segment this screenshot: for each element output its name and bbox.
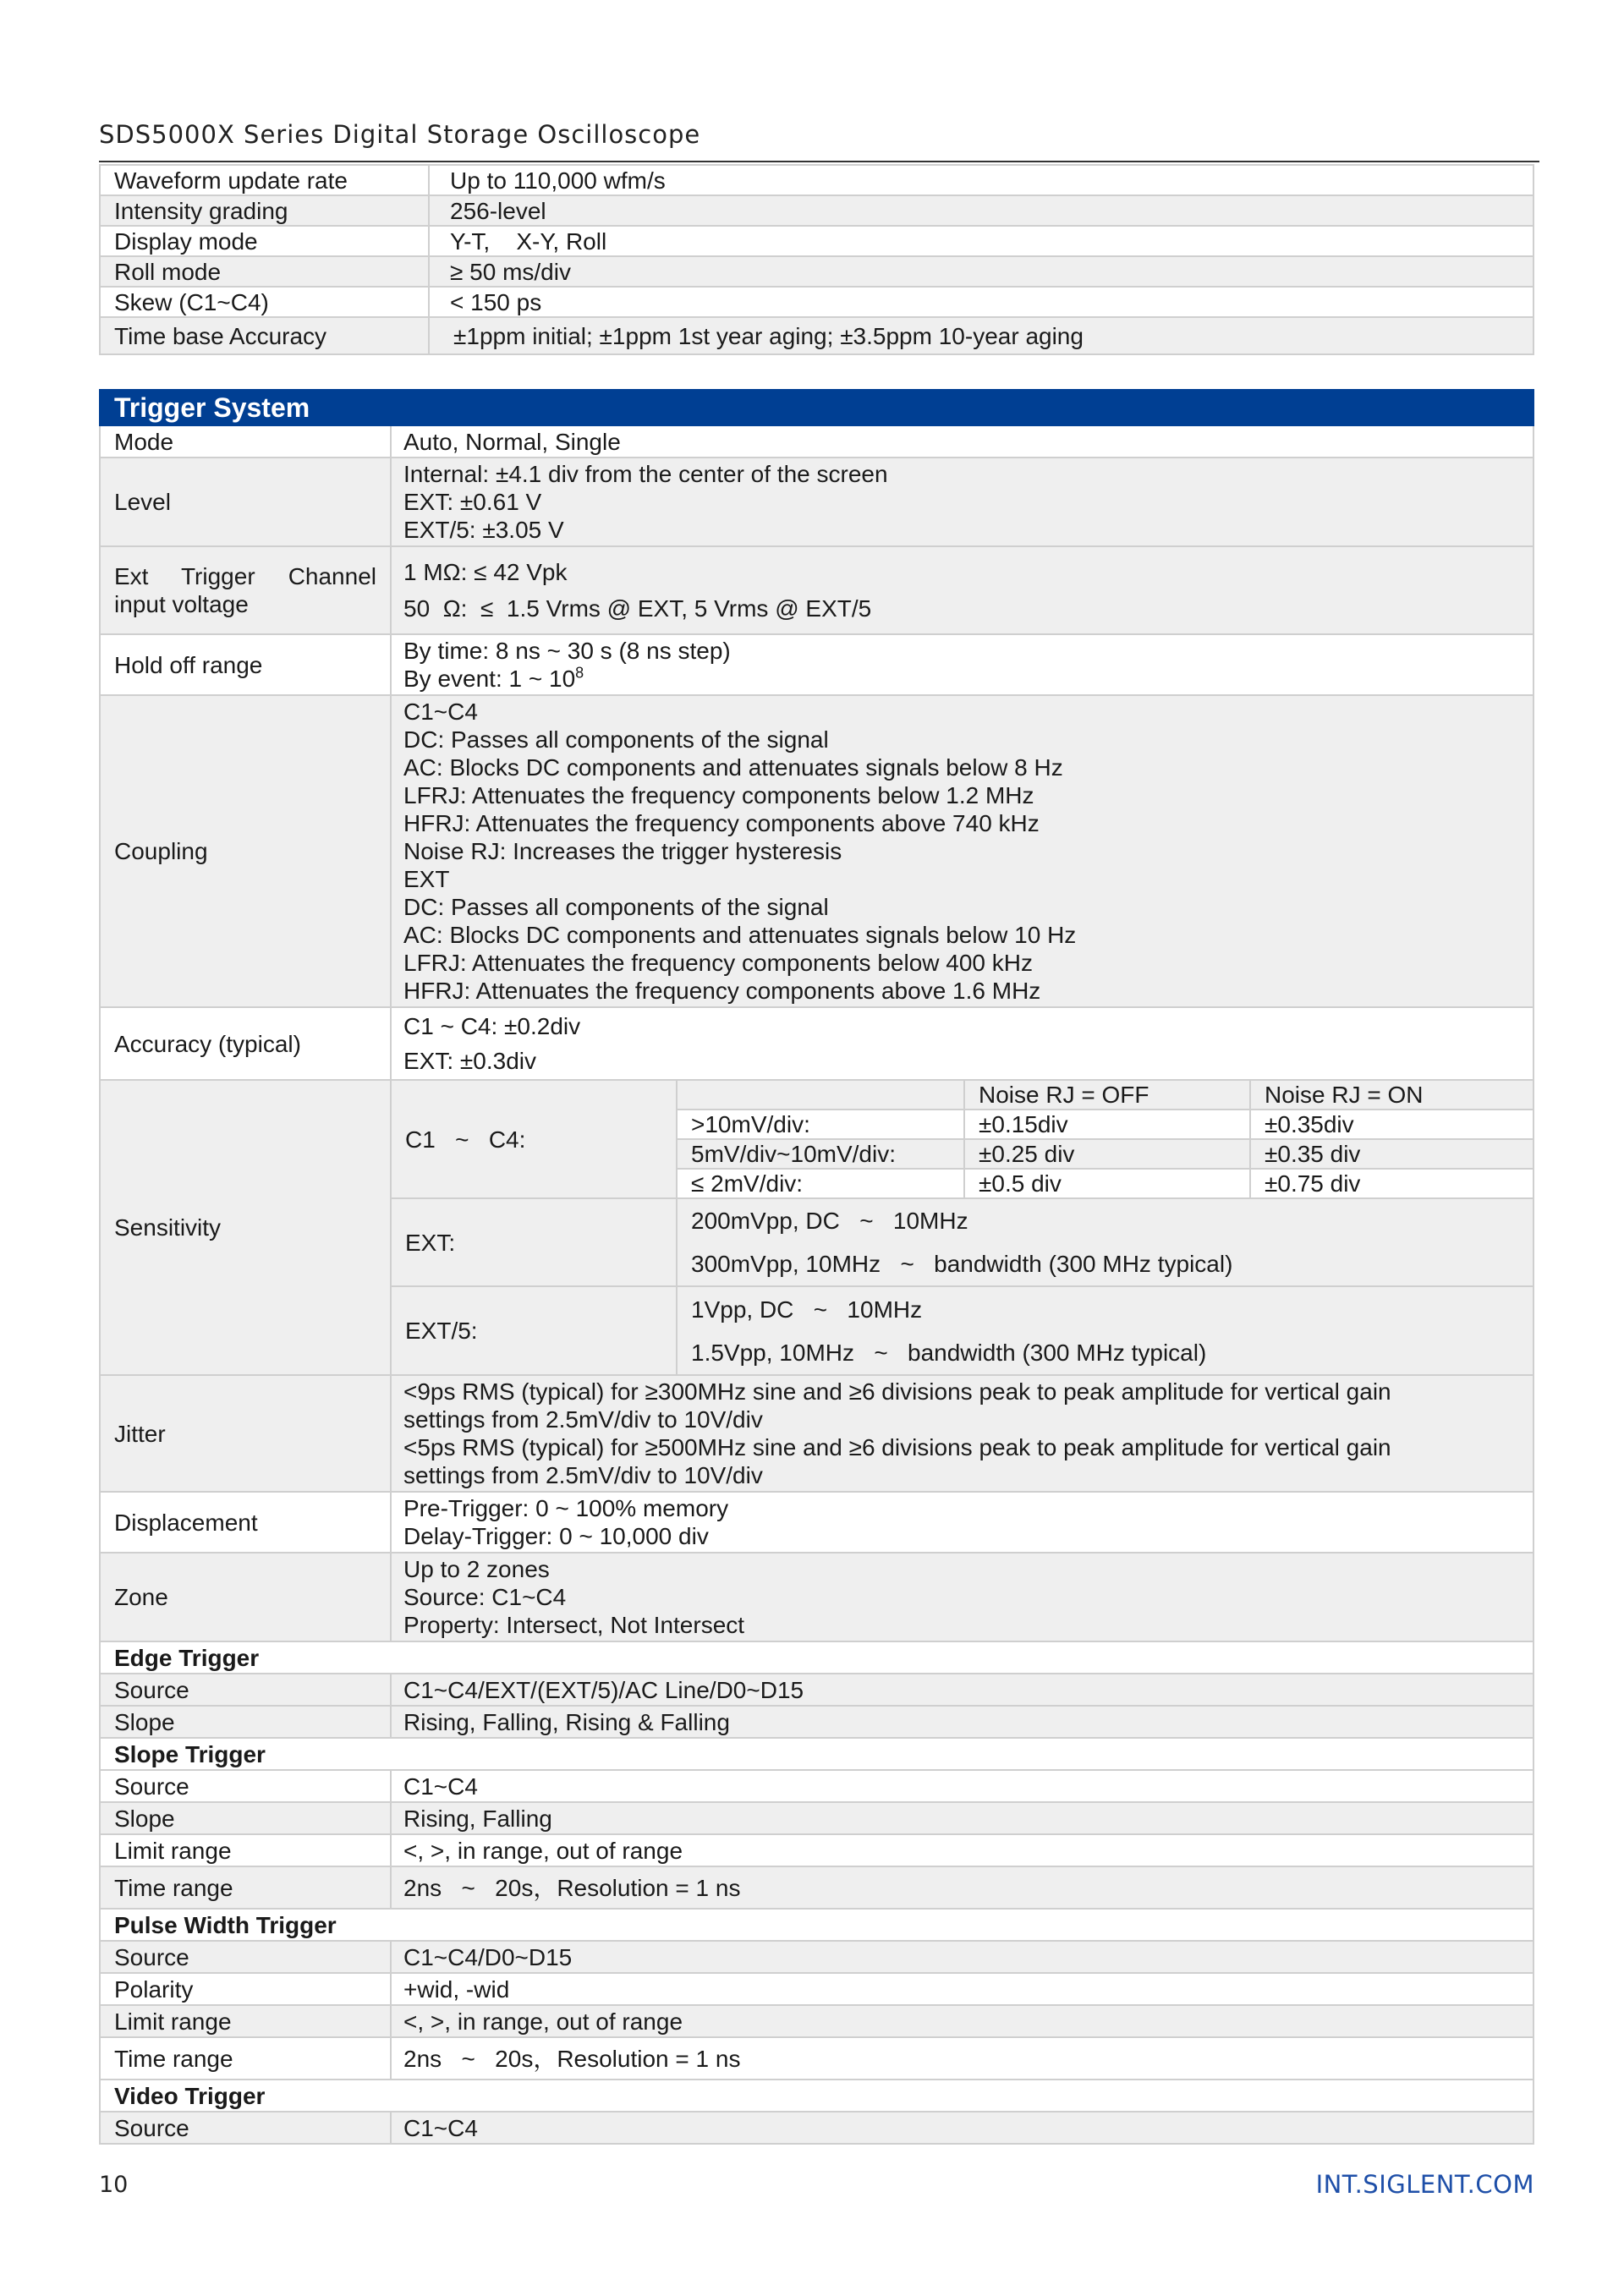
jitter-line: settings from 2.5mV/div to 10V/div	[403, 1462, 763, 1488]
spec-value	[391, 634, 1533, 695]
section-title: Trigger System	[100, 390, 1533, 425]
spec-label: Source	[100, 1941, 391, 1973]
sensitivity-cell-text: ±0.25 div	[964, 1139, 1250, 1169]
spec-label: Displacement	[100, 1492, 391, 1553]
coupling-line: Noise RJ: Increases the trigger hysteresis	[403, 838, 842, 864]
timebase-spec-table	[99, 164, 1534, 355]
sensitivity-line: 300mVpp, 10MHz ~ bandwidth (300 MHz typical)	[691, 1251, 1233, 1277]
spec-value: Up to 110,000 wfm/s	[429, 165, 1533, 195]
table-row	[100, 546, 1533, 634]
spec-value	[391, 546, 1533, 634]
spec-label: Zone	[100, 1553, 391, 1641]
spec-label: Source	[100, 1770, 391, 1802]
spec-value: C1~C4	[391, 2112, 1533, 2144]
spec-label: Source	[100, 1674, 391, 1706]
coupling-line: LFRJ: Attenuates the frequency components below 400 kHz	[403, 950, 1033, 976]
document-header: SDS5000X Series Digital Storage Oscilloscope	[99, 120, 701, 149]
sensitivity-sub-label: EXT:	[392, 1198, 677, 1286]
sensitivity-cell-text: >10mV/div:	[677, 1110, 964, 1139]
spec-value: Rising, Falling	[391, 1802, 1533, 1834]
sensitivity-sub-label: EXT/5:	[392, 1286, 677, 1374]
zone-line: Property: Intersect, Not Intersect	[403, 1612, 745, 1638]
table-row	[100, 165, 1533, 195]
spec-value: 256-level	[429, 195, 1533, 226]
website-link[interactable]: INT.SIGLENT.COM	[1315, 2170, 1534, 2199]
sensitivity-row	[392, 1286, 1533, 1374]
spec-value: ≥ 50 ms/div	[429, 256, 1533, 287]
sensitivity-sub-label: C1 ~ C4:	[392, 1081, 677, 1198]
spec-label: Hold off range	[100, 634, 391, 695]
holdoff-event-text: By event: 1 ~ 10	[403, 666, 576, 692]
sensitivity-table	[392, 1081, 1533, 1374]
ext-input-label: Ext Trigger Channel input voltage	[114, 563, 376, 617]
spec-value	[391, 695, 1533, 1007]
spec-value	[391, 1553, 1533, 1641]
table-row	[100, 695, 1533, 1007]
sensitivity-header-row	[392, 1081, 1533, 1110]
table-row	[100, 256, 1533, 287]
table-row	[100, 2005, 1533, 2037]
spec-label: Skew (C1~C4)	[100, 287, 429, 317]
displacement-line: Delay-Trigger: 0 ~ 10,000 div	[403, 1523, 709, 1549]
spec-value	[391, 1007, 1533, 1080]
table-row	[100, 1007, 1533, 1080]
level-line: Internal: ±4.1 div from the center of the screen	[403, 461, 888, 487]
subsection-title: Edge Trigger	[100, 1641, 1533, 1674]
table-row	[100, 1706, 1533, 1738]
spec-value: ±1ppm initial; ±1ppm 1st year aging; ±3.5ppm 10-year aging	[429, 317, 1533, 354]
spec-value: <, >, in range, out of range	[391, 2005, 1533, 2037]
spec-value: < 150 ps	[429, 287, 1533, 317]
ext-input-line: 1 MΩ: ≤ 42 Vpk	[403, 559, 568, 585]
coupling-line: DC: Passes all components of the signal	[403, 726, 829, 753]
coupling-line: AC: Blocks DC components and attenuates signals below 10 Hz	[403, 922, 1077, 948]
table-row	[100, 195, 1533, 226]
subsection-row	[100, 1909, 1533, 1941]
spec-label: Jitter	[100, 1375, 391, 1492]
spec-label: Polarity	[100, 1973, 391, 2005]
coupling-line: HFRJ: Attenuates the frequency components above 1.6 MHz	[403, 978, 1041, 1004]
spec-label: Slope	[100, 1802, 391, 1834]
sensitivity-cell-text: ≤ 2mV/div:	[677, 1169, 964, 1198]
spec-value	[391, 1492, 1533, 1553]
table-row	[100, 1492, 1533, 1553]
sensitivity-ext-value	[677, 1198, 1533, 1286]
sensitivity-ext5-value	[677, 1286, 1533, 1374]
zone-line: Up to 2 zones	[403, 1556, 550, 1582]
table-row	[100, 1080, 1533, 1375]
table-row	[100, 1941, 1533, 1973]
spec-label: Display mode	[100, 226, 429, 256]
coupling-line: AC: Blocks DC components and attenuates signals below 8 Hz	[403, 754, 1063, 781]
level-line: EXT: ±0.61 V	[403, 489, 542, 515]
spec-label: Waveform update rate	[100, 165, 429, 195]
table-row	[100, 1553, 1533, 1641]
spec-value: Rising, Falling, Rising & Falling	[391, 1706, 1533, 1738]
page-number: 10	[99, 2172, 129, 2198]
sensitivity-header: Noise RJ = OFF	[964, 1081, 1250, 1110]
table-row	[100, 1770, 1533, 1802]
sensitivity-cell-text: ±0.75 div	[1250, 1169, 1533, 1198]
level-line: EXT/5: ±3.05 V	[403, 517, 564, 543]
coupling-line: DC: Passes all components of the signal	[403, 894, 829, 920]
sensitivity-line: 1.5Vpp, 10MHz ~ bandwidth (300 MHz typical)	[691, 1339, 1207, 1366]
header-divider	[99, 161, 1539, 162]
spec-value: <, >, in range, out of range	[391, 1834, 1533, 1866]
spec-value: 2ns ~ 20s，Resolution = 1 ns	[391, 2037, 1533, 2080]
spec-label: Mode	[100, 425, 391, 458]
holdoff-exponent: 8	[575, 664, 584, 682]
spec-value: C1~C4/EXT/(EXT/5)/AC Line/D0~D15	[391, 1674, 1533, 1706]
table-row	[100, 2112, 1533, 2144]
spec-value: C1~C4/D0~D15	[391, 1941, 1533, 1973]
sensitivity-header: Noise RJ = ON	[1250, 1081, 1533, 1110]
spec-label: Time range	[100, 2037, 391, 2080]
sensitivity-cell-text: ±0.35div	[1250, 1110, 1533, 1139]
table-row	[100, 1834, 1533, 1866]
spec-value	[391, 1375, 1533, 1492]
table-row	[100, 1674, 1533, 1706]
sensitivity-cell	[391, 1080, 1533, 1375]
sensitivity-cell-text: ±0.5 div	[964, 1169, 1250, 1198]
spec-label: Limit range	[100, 1834, 391, 1866]
table-row	[100, 425, 1533, 458]
ext-input-line: 50 Ω: ≤ 1.5 Vrms @ EXT, 5 Vrms @ EXT/5	[403, 595, 872, 622]
jitter-line: <5ps RMS (typical) for ≥500MHz sine and ≥6 divisions peak to peak amplitude for vertical gain	[403, 1434, 1391, 1460]
spec-label: Level	[100, 458, 391, 546]
sensitivity-line: 1Vpp, DC ~ 10MHz	[691, 1296, 923, 1323]
table-row	[100, 1973, 1533, 2005]
spec-value: Auto, Normal, Single	[391, 425, 1533, 458]
holdoff-line	[403, 665, 1519, 693]
jitter-line: <9ps RMS (typical) for ≥300MHz sine and ≥6 divisions peak to peak amplitude for vertical gain	[403, 1378, 1391, 1405]
sensitivity-row	[392, 1198, 1533, 1286]
table-row	[100, 2037, 1533, 2080]
table-row	[100, 226, 1533, 256]
spec-label: Time base Accuracy	[100, 317, 429, 354]
spec-label: Coupling	[100, 695, 391, 1007]
table-row	[100, 317, 1533, 354]
table-row	[100, 458, 1533, 546]
accuracy-line: EXT: ±0.3div	[403, 1048, 536, 1074]
sensitivity-line: 200mVpp, DC ~ 10MHz	[691, 1208, 968, 1234]
sensitivity-header	[677, 1081, 964, 1110]
spec-label: Limit range	[100, 2005, 391, 2037]
table-row	[100, 1802, 1533, 1834]
table-row	[100, 1866, 1533, 1909]
spec-label: Sensitivity	[100, 1080, 391, 1375]
subsection-row	[100, 1641, 1533, 1674]
spec-value: 2ns ~ 20s，Resolution = 1 ns	[391, 1866, 1533, 1909]
spec-label: Source	[100, 2112, 391, 2144]
displacement-line: Pre-Trigger: 0 ~ 100% memory	[403, 1495, 729, 1521]
subsection-title: Video Trigger	[100, 2080, 1533, 2112]
holdoff-line: By time: 8 ns ~ 30 s (8 ns step)	[403, 638, 731, 664]
sensitivity-cell-text: ±0.35 div	[1250, 1139, 1533, 1169]
spec-label: Accuracy (typical)	[100, 1007, 391, 1080]
coupling-line: C1~C4	[403, 699, 478, 725]
coupling-line: HFRJ: Attenuates the frequency components above 740 kHz	[403, 810, 1040, 836]
zone-line: Source: C1~C4	[403, 1584, 567, 1610]
subsection-row	[100, 2080, 1533, 2112]
sensitivity-cell-text: ±0.15div	[964, 1110, 1250, 1139]
jitter-line: settings from 2.5mV/div to 10V/div	[403, 1406, 763, 1433]
subsection-title: Pulse Width Trigger	[100, 1909, 1533, 1941]
spec-value: Y-T, X-Y, Roll	[429, 226, 1533, 256]
subsection-row	[100, 1738, 1533, 1770]
spec-label: Intensity grading	[100, 195, 429, 226]
spec-label: Slope	[100, 1706, 391, 1738]
table-row	[100, 634, 1533, 695]
coupling-line: LFRJ: Attenuates the frequency components below 1.2 MHz	[403, 782, 1034, 808]
spec-value	[391, 458, 1533, 546]
sensitivity-cell-text: 5mV/div~10mV/div:	[677, 1139, 964, 1169]
spec-label	[100, 546, 391, 634]
table-row	[100, 287, 1533, 317]
spec-value: C1~C4	[391, 1770, 1533, 1802]
subsection-title: Slope Trigger	[100, 1738, 1533, 1770]
coupling-line: EXT	[403, 866, 450, 892]
table-row	[100, 1375, 1533, 1492]
spec-value: +wid, -wid	[391, 1973, 1533, 2005]
spec-label: Roll mode	[100, 256, 429, 287]
trigger-system-table	[99, 389, 1534, 2145]
spec-label: Time range	[100, 1866, 391, 1909]
accuracy-line: C1 ~ C4: ±0.2div	[403, 1013, 581, 1039]
